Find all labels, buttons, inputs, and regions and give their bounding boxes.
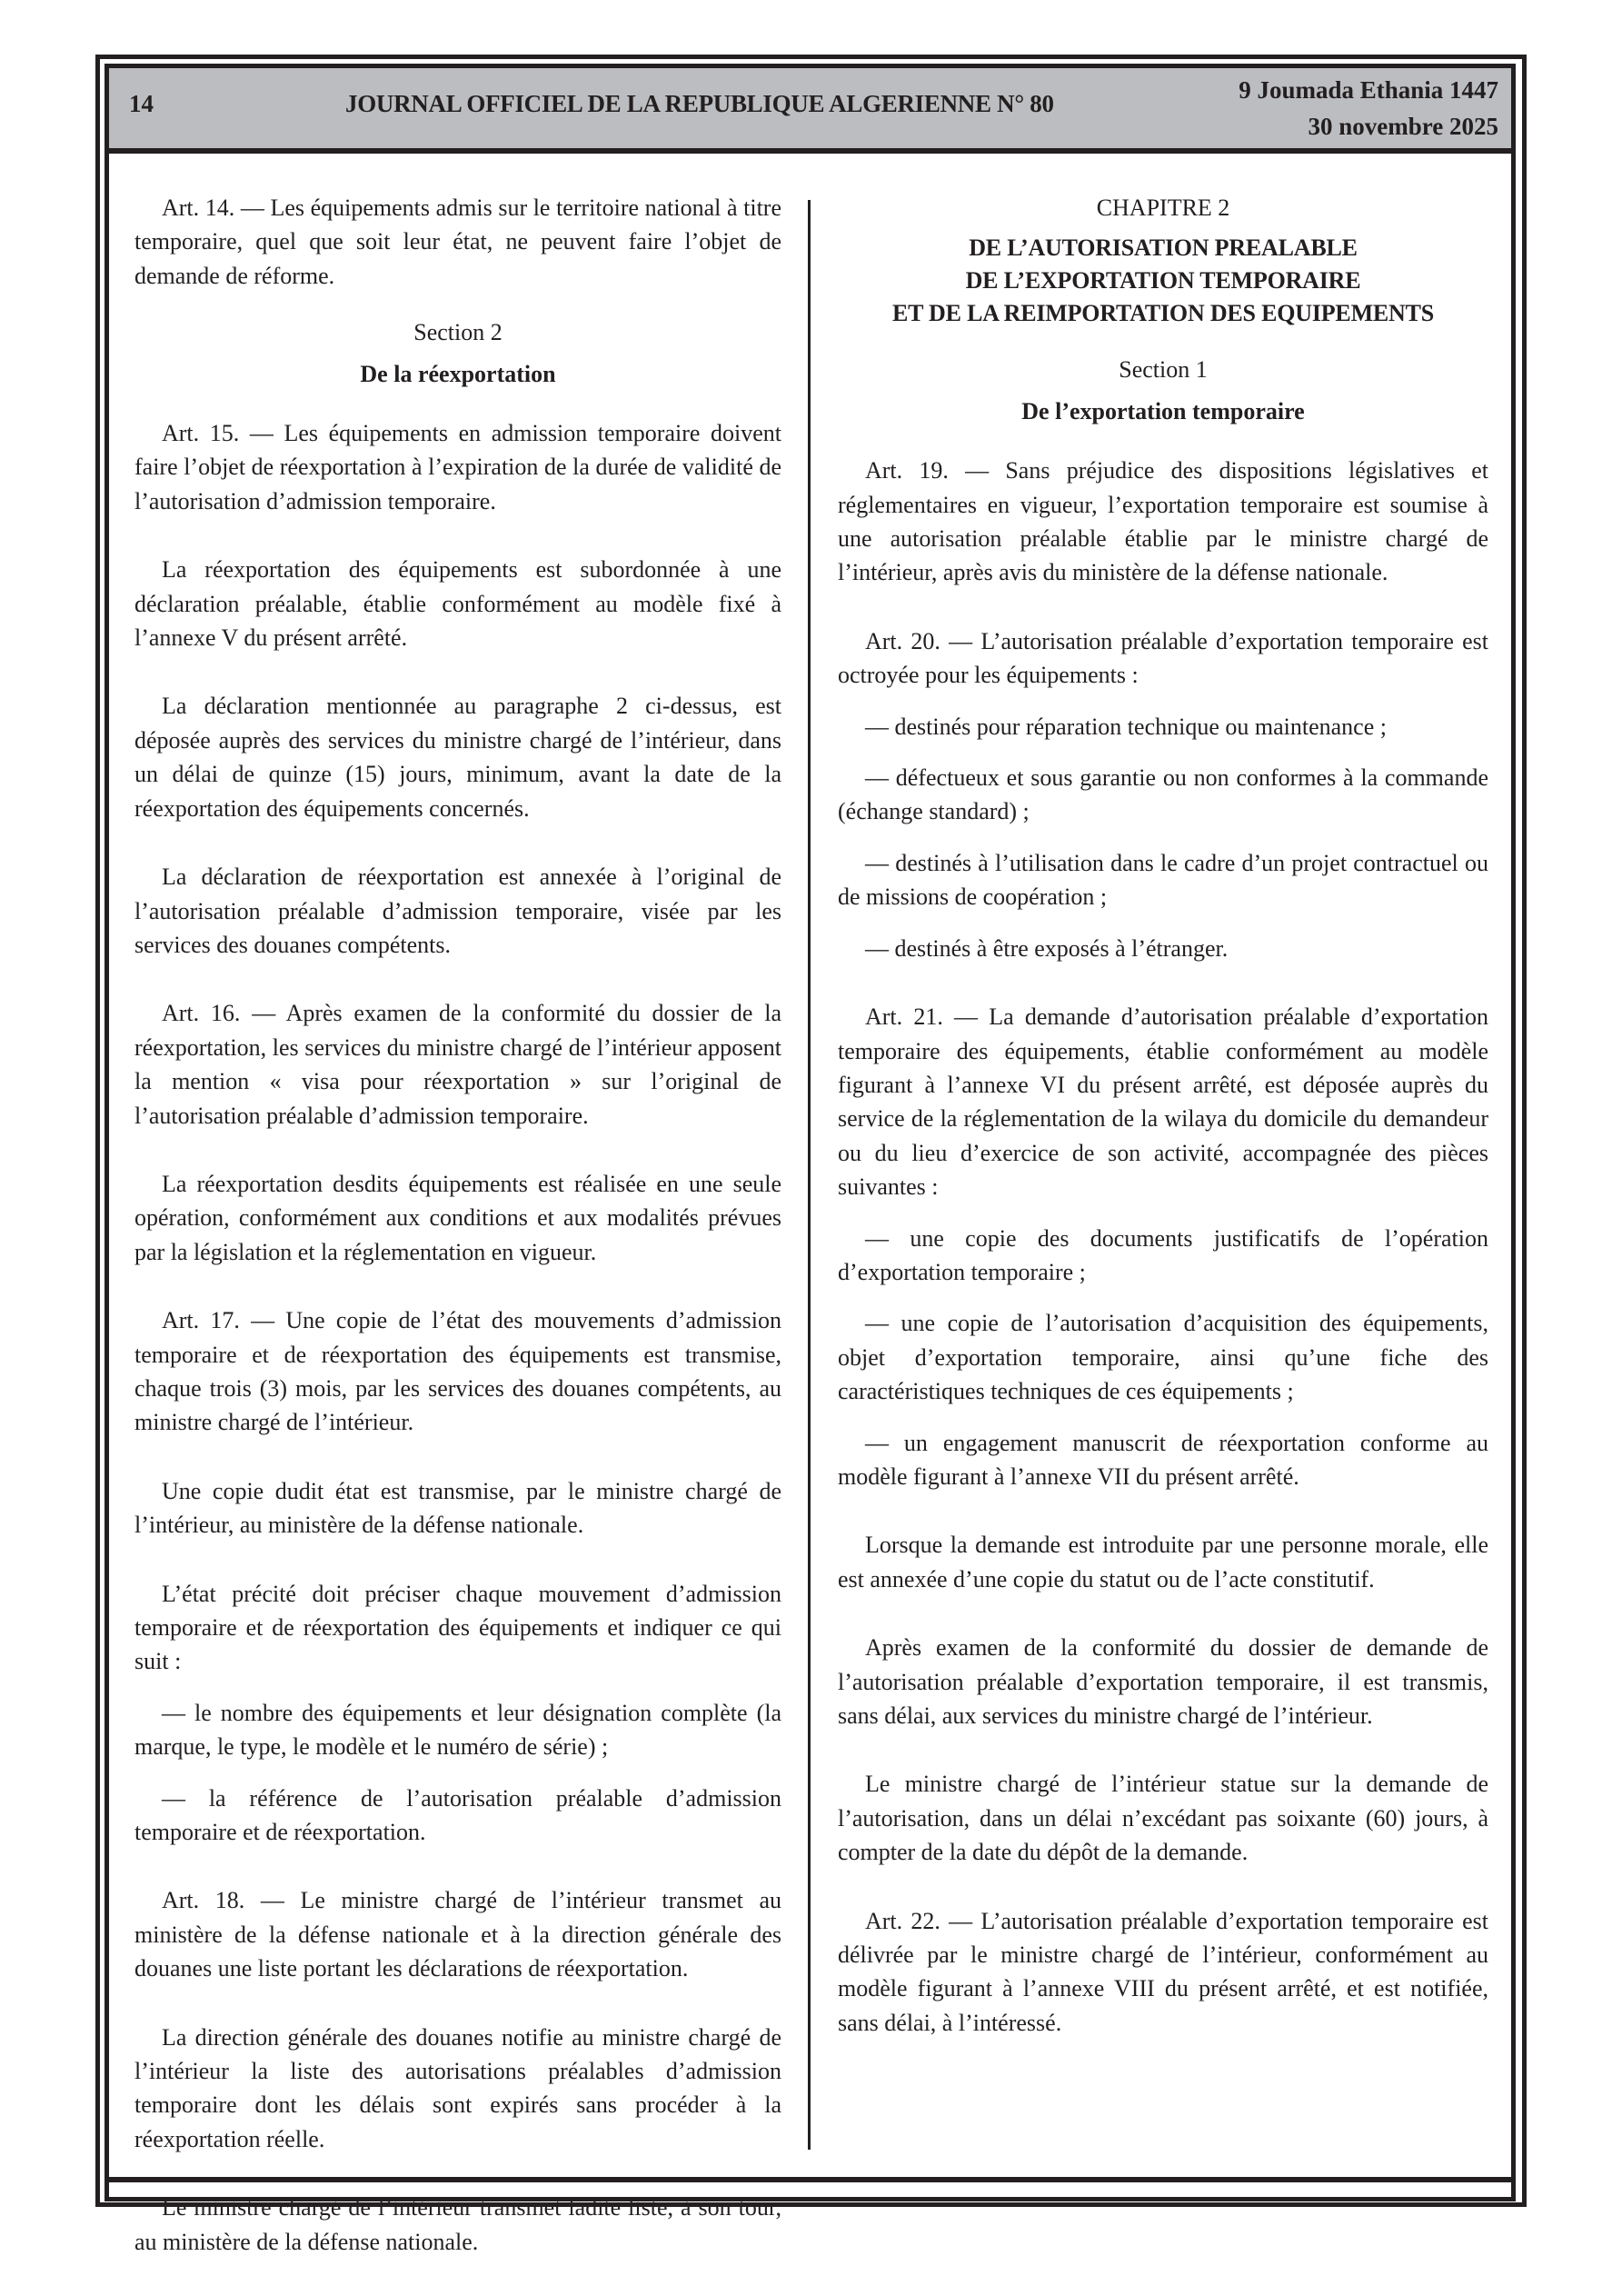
article-18-paragraph: Le ministre chargé de l’intérieur transmet ladite liste, à son tour, au ministère de la défense nationale.: [134, 2194, 781, 2255]
list-item: — une copie de l’autorisation d’acquisition des équipements, objet d’exportation temporaire, ainsi qu’une fiche des caractéristiques techniques de ces équipements ;: [838, 1310, 1488, 1405]
list-item: — destinés à être exposés à l’étranger.: [865, 934, 1229, 962]
list-item: — destinés à l’utilisation dans le cadre d’un projet contractuel ou de missions de coopération ;: [838, 849, 1488, 911]
section-1-label: Section 1: [1119, 356, 1208, 384]
list-item: — le nombre des équipements et leur désignation complète (la marque, le type, le modèle et le numéro de série) ;: [134, 1699, 781, 1761]
article-18: Art. 18. — Le ministre chargé de l’intérieur transmet au ministère de la défense nationale et à la direction générale des douanes une liste portant les déclarations de réexportation.: [134, 1887, 781, 1982]
chapter-title-line: DE L’EXPORTATION TEMPORAIRE: [965, 267, 1361, 294]
left-column: [134, 191, 781, 2276]
article-21-paragraph: Le ministre chargé de l’intérieur statue sur la demande de l’autorisation, dans un délai n’excédant pas soixante (60) jours, à compter de la date du dépôt de la demande.: [838, 1771, 1488, 1866]
article-17-paragraph: L’état précité doit préciser chaque mouvement d’admission temporaire et de réexportation des équipements et indiquer ce qui suit :: [134, 1580, 781, 1675]
journal-title: JOURNAL OFFICIEL DE LA REPUBLIQUE ALGERIENNE N° 80: [345, 90, 1054, 117]
chapter-label: CHAPITRE 2: [1096, 195, 1230, 221]
article-20: Art. 20. — L’autorisation préalable d’exportation temporaire est octroyée pour les équipements :: [838, 627, 1488, 689]
article-15-paragraph: La déclaration mentionnée au paragraphe 2 ci-dessus, est déposée auprès des services du ministre chargé de l’intérieur, dans un délai de quinze (15) jours, minimum, avant la date de la réexportation des équipements concernés.: [134, 693, 781, 822]
list-item: — la référence de l’autorisation préalable d’admission temporaire et de réexportation.: [134, 1784, 781, 1846]
article-21: Art. 21. — La demande d’autorisation préalable d’exportation temporaire des équipements, établie conformément au modèle figurant à l’annexe VI du présent arrêté, est déposée auprès du service de la réglementation de la wilaya du domicile du demandeur ou du lieu d’exercice de son activité, accompagnée des pièces suivantes :: [838, 1003, 1488, 1201]
right-column: [838, 191, 1488, 2057]
article-18-paragraph: La direction générale des douanes notifie au ministre chargé de l’intérieur la liste des autorisations préalables d’admission temporaire dont les délais sont expirés sans procéder à la réexportation réelle.: [134, 2023, 781, 2152]
article-15-paragraph: La réexportation des équipements est subordonnée à une déclaration préalable, établie conformément au modèle fixé à l’annexe V du présent arrêté.: [134, 556, 781, 652]
article-17: Art. 17. — Une copie de l’état des mouvements d’admission temporaire et de réexportation des équipements est transmise, chaque trois (3) mois, par les services des douanes compétents, au ministre chargé de l’intérieur.: [134, 1307, 781, 1436]
article-21-paragraph: Lorsque la demande est introduite par une personne morale, elle est annexée d’une copie du statut ou de l’acte constitutif.: [838, 1532, 1488, 1592]
article-17-paragraph: Une copie dudit état est transmise, par le ministre chargé de l’intérieur, au ministère de la défense nationale.: [134, 1477, 781, 1539]
section-2-title: De la réexportation: [360, 360, 556, 387]
list-item: — un engagement manuscrit de réexportation conforme au modèle figurant à l’annexe VII du présent arrêté.: [838, 1429, 1488, 1490]
list-item: — défectueux et sous garantie ou non conformes à la commande (échange standard) ;: [838, 764, 1488, 825]
list-item: — destinés pour réparation technique ou maintenance ;: [865, 713, 1387, 740]
list-item: — une copie des documents justificatifs de l’opération d’exportation temporaire ;: [838, 1224, 1488, 1285]
date-hijri: 9 Joumada Ethania 1447: [1239, 76, 1498, 104]
journal-header: [109, 68, 1511, 154]
column-divider: [808, 200, 811, 2150]
chapter-title: [838, 232, 1488, 330]
article-15-paragraph: La déclaration de réexportation est annexée à l’original de l’autorisation préalable d’admission temporaire, visée par les services des douanes compétents.: [134, 863, 781, 958]
date-gregorian: 30 novembre 2025: [1308, 113, 1498, 140]
section-2-label: Section 2: [413, 319, 503, 346]
article-14: Art. 14. — Les équipements admis sur le territoire national à titre temporaire, quel que soit leur état, ne peuvent faire l’objet de demande de réforme.: [134, 195, 781, 289]
article-16-paragraph: La réexportation desdits équipements est réalisée en une seule opération, conformément aux conditions et aux modalités prévues par la législation et la réglementation en vigueur.: [134, 1170, 781, 1265]
issue-date: [1239, 72, 1498, 145]
article-22: Art. 22. — L’autorisation préalable d’exportation temporaire est délivrée par le ministre chargé de l’intérieur, conformément au modèle figurant à l’annexe VIII du présent arrêté, et est notifiée, sans délai, à l’intéressé.: [838, 1907, 1488, 2036]
page-number: 14: [129, 90, 154, 117]
article-21-paragraph: Après examen de la conformité du dossier de demande de l’autorisation préalable d’exportation temporaire, il est transmis, sans délai, aux services du ministre chargé de l’intérieur.: [838, 1634, 1488, 1729]
chapter-title-line: ET DE LA REIMPORTATION DES EQUIPEMENTS: [891, 300, 1435, 327]
footer-rule: [109, 2177, 1511, 2182]
article-16: Art. 16. — Après examen de la conformité du dossier de la réexportation, les services du ministre chargé de l’intérieur apposent la mention « visa pour réexportation » sur l’original de l’autorisation préalable d’admission temporaire.: [134, 1000, 781, 1129]
article-19: Art. 19. — Sans préjudice des dispositions législatives et réglementaires en vigueur, l’exportation temporaire est soumise à une autorisation préalable établie par le ministre chargé de l’intérieur, après avis du ministère de la défense nationale.: [838, 457, 1488, 586]
chapter-title-line: DE L’AUTORISATION PREALABLE: [969, 235, 1358, 262]
article-15: Art. 15. — Les équipements en admission temporaire doivent faire l’objet de réexportation à l’expiration de la durée de validité de l’autorisation d’admission temporaire.: [134, 420, 781, 514]
section-1-title: De l’exportation temporaire: [1021, 397, 1305, 424]
